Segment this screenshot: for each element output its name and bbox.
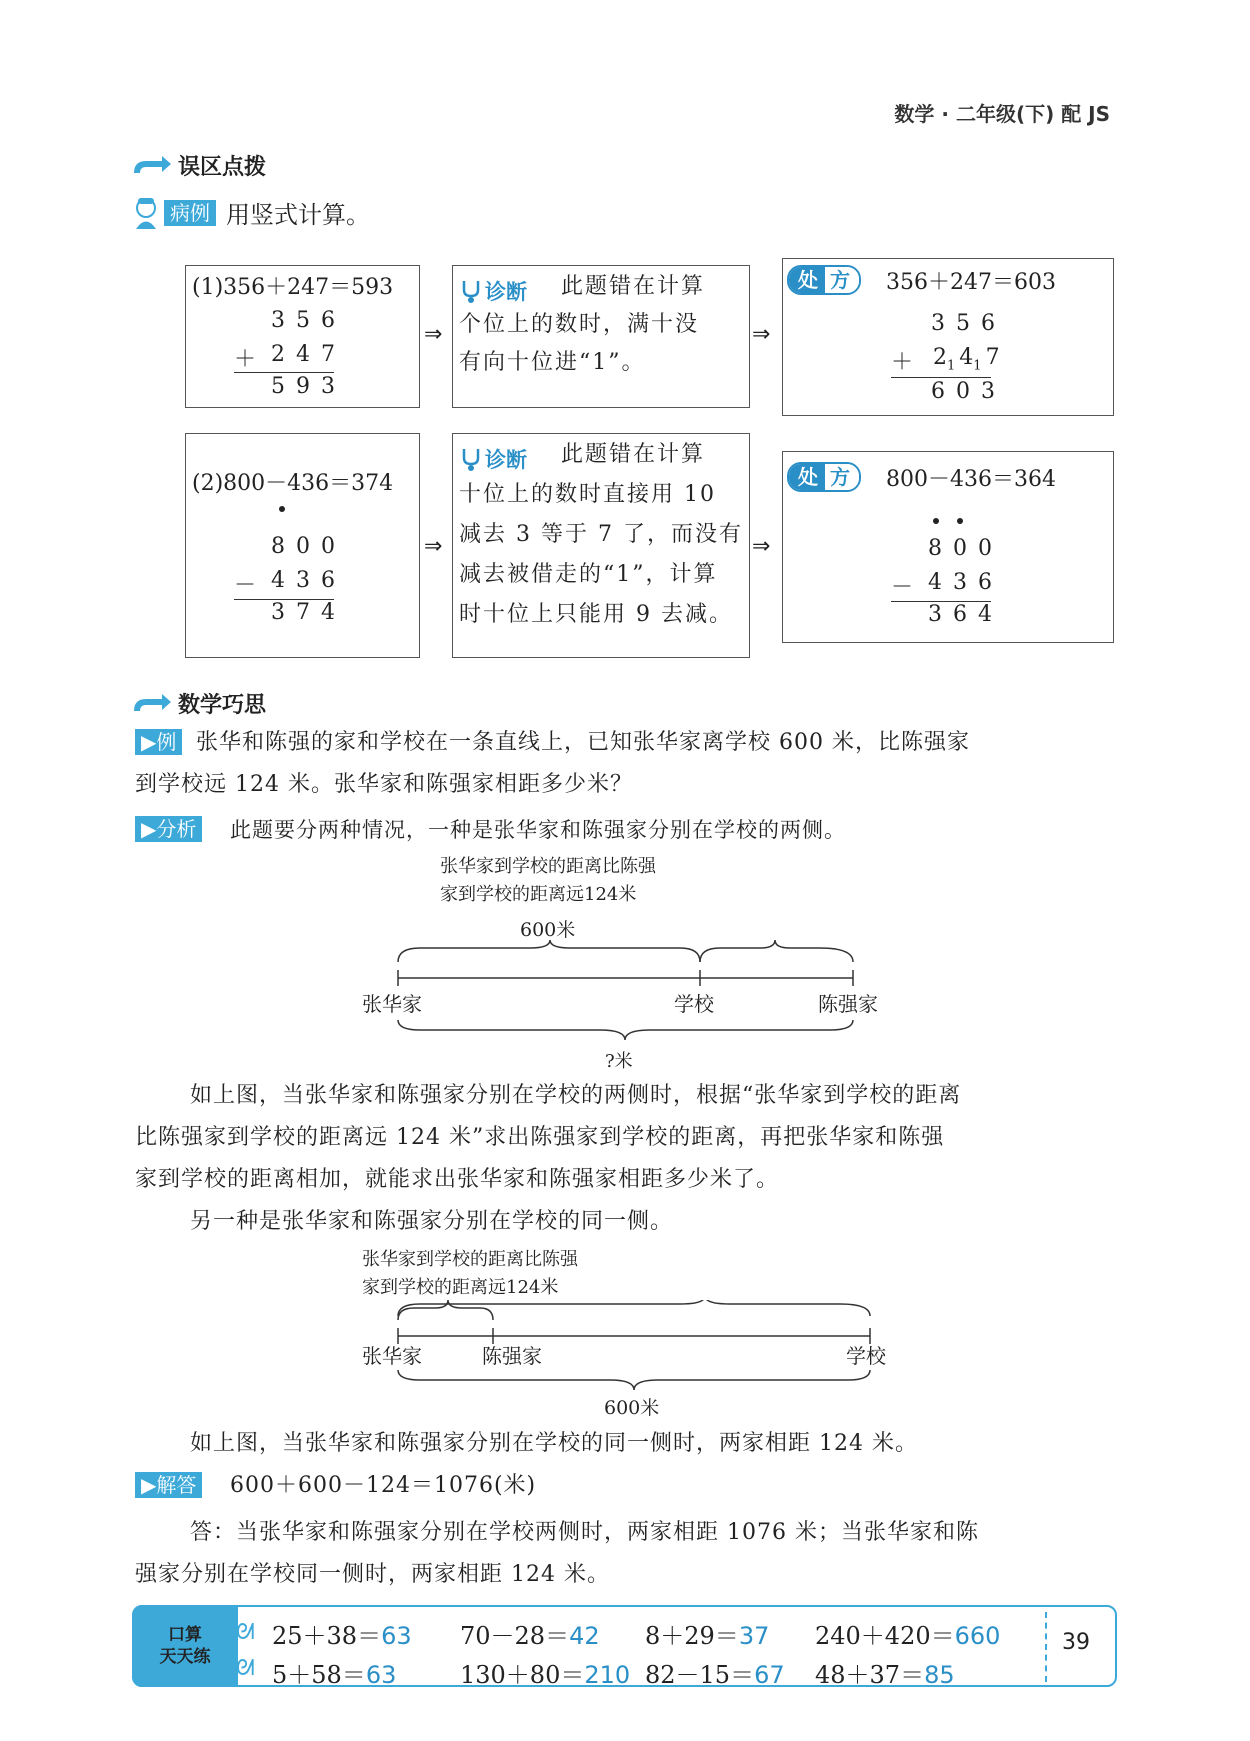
case1-diag-line-1: 此题错在计算 [561,274,706,299]
analysis-text: 此题要分两种情况，一种是张华家和陈强家分别在学校的两侧。 [230,818,846,842]
diagram1-p3: 陈强家 [818,992,878,1016]
case2-diag-line-5: 时十位上只能用 9 去减。 [459,602,733,627]
case1-top: 356 [271,308,346,333]
case2-result: 374 [271,600,346,625]
case2-diag-line-2: 十位上的数时直接用 10 [459,482,716,507]
section-title-thinking: 数学巧思 [132,688,266,719]
arrow-3: ⇒ [424,534,443,559]
case1-fix-op: ＋ [891,350,914,375]
drill-r2-c4: 48＋37＝85 [815,1661,955,1689]
case1-diag-line-2: 个位上的数时，满十没 [459,312,700,337]
case1-diag-tag: 诊断 [459,276,527,306]
case2-fix-result: 364 [928,602,1003,627]
arrow-1: ⇒ [424,322,443,347]
case1-fix-equation: 356＋247＝603 [886,270,1056,295]
case1-line [234,372,334,373]
example-line-1: 张华和陈强的家和学校在一条直线上，已知张华家离学校 600 米，比陈强家 [196,730,970,755]
case1-wrong-box [185,265,420,408]
stethoscope-icon [459,446,485,472]
case1-fix-tag: 处 方 [787,265,861,295]
para1-line-3: 家到学校的距离相加，就能求出张华家和陈强家相距多少米了。 [135,1167,780,1192]
case2-fix-top: 800 [928,536,1003,561]
section-title-mistakes: 误区点拨 [132,150,266,181]
para3: 如上图，当张华家和陈强家分别在学校的同一侧时，两家相距 124 米。 [190,1431,918,1456]
case2-fix-equation: 800－436＝364 [886,467,1056,492]
drill-r1-c1: 25＋38＝63 [272,1622,412,1650]
case2-borrow-dot [279,506,285,512]
diagram1-note-2: 家到学校的距离远124米 [440,884,637,905]
section-arrow-icon [132,693,172,715]
diagram1-total: ?米 [605,1051,633,1072]
case2-bottom: 436 [271,568,346,593]
stethoscope-icon [459,278,485,304]
case2-diag-tag: 诊断 [459,444,527,474]
page-header: 数学 · 二年级(下) 配 JS [894,102,1110,126]
arrow-2: ⇒ [752,322,771,347]
answer-line-1: 答：当张华家和陈强家分别在学校两侧时，两家相距 1076 米；当张华家和陈 [190,1520,979,1545]
diagram2-note-1: 张华家到学校的距离比陈强 [362,1249,578,1270]
case1-fix-top: 356 [931,311,1006,336]
diagram1-lines [380,940,860,1040]
case2-fix-dot-1 [933,518,939,524]
case1-bottom: 247 [271,342,346,367]
case2-op: － [234,573,268,598]
page-number: 39 [1062,1630,1090,1655]
case1-fix-line [891,377,991,378]
case2-fix-tag: 处 方 [787,462,861,492]
arrow-4: ⇒ [752,534,771,559]
diagram1-note-1: 张华家到学校的距离比陈强 [440,856,656,877]
para1-line-2: 比陈强家到学校的距离远 124 米”求出陈强家到学校的距离，再把张华家和陈强 [135,1125,945,1150]
case2-fix-op: － [891,575,925,600]
case1-diagnosis-box [452,265,750,408]
diagram2-note-2: 家到学校的距离远124米 [362,1277,559,1298]
drill-r1-c2: 70－28＝42 [460,1622,600,1650]
drill-r1-c4: 240＋420＝660 [815,1622,1001,1650]
drill-r2-c2: 130＋80＝210 [460,1661,631,1689]
answer-line-2: 强家分别在学校同一侧时，两家相距 124 米。 [135,1562,610,1587]
analysis-tag: ▶分析 [135,816,202,842]
case-row [132,195,370,230]
diagram1-dist: 600米 [520,919,576,941]
case1-fix-box [782,258,1114,416]
case2-diag-line-1: 此题错在计算 [561,442,706,467]
case-tag: 病例 [164,200,216,226]
case2-fix-dot-2 [957,518,963,524]
case2-top: 800 [271,534,346,559]
drill-r2-c1: 5＋58＝63 [272,1661,397,1689]
case2-wrong-box [185,433,420,658]
mental-math-label: 口算 天天练 [132,1605,238,1687]
case2-equation: (2)800－436＝374 [192,471,394,496]
case2-fix-bottom: 436 [928,570,1003,595]
answer-tag: ▶解答 [135,1472,202,1498]
spiral-icon: ᘛ ᘛ [236,1620,255,1681]
case1-fix-result: 603 [931,379,1006,404]
case1-op: ＋ [234,347,268,372]
case1-result: 593 [271,374,346,399]
doctor-icon [132,196,160,230]
case1-diag-line-3: 有向十位进“1”。 [459,350,646,375]
case1-fix-bottom: $2_1$ $4_1$ 7 [933,345,1000,374]
diagram2-p1: 张华家 [362,1344,422,1368]
diagram2-p2: 陈强家 [482,1344,542,1368]
case1-equation: (1)356＋247＝593 [192,275,394,300]
drill-r1-c3: 8＋29＝37 [645,1622,770,1650]
drill-r2-c3: 82－15＝67 [645,1661,785,1689]
diagram2-lines [380,1300,880,1400]
footer-divider [1045,1612,1047,1682]
para1-line-1: 如上图，当张华家和陈强家分别在学校的两侧时，根据“张华家到学校的距离 [190,1083,962,1108]
diagram2-p3: 学校 [846,1344,886,1368]
example-tag: ▶例 [135,729,182,755]
case2-diag-line-4: 减去被借走的“1”，计算 [459,562,718,587]
case2-diag-line-3: 减去 3 等于 7 了，而没有 [459,522,743,547]
answer-formula: 600＋600－124＝1076(米) [230,1473,537,1498]
diagram1-p1: 张华家 [362,992,422,1016]
case2-diagnosis-box [452,433,750,658]
section-arrow-icon [132,155,172,177]
case2-fix-box [782,451,1114,643]
diagram2-total: 600米 [604,1397,660,1419]
para2: 另一种是张华家和陈强家分别在学校的同一侧。 [190,1209,674,1234]
example-line-2: 到学校远 124 米。张华家和陈强家相距多少米？ [135,772,633,797]
diagram1-p2: 学校 [674,992,714,1016]
case-instruction: 用竖式计算。 [226,201,370,229]
